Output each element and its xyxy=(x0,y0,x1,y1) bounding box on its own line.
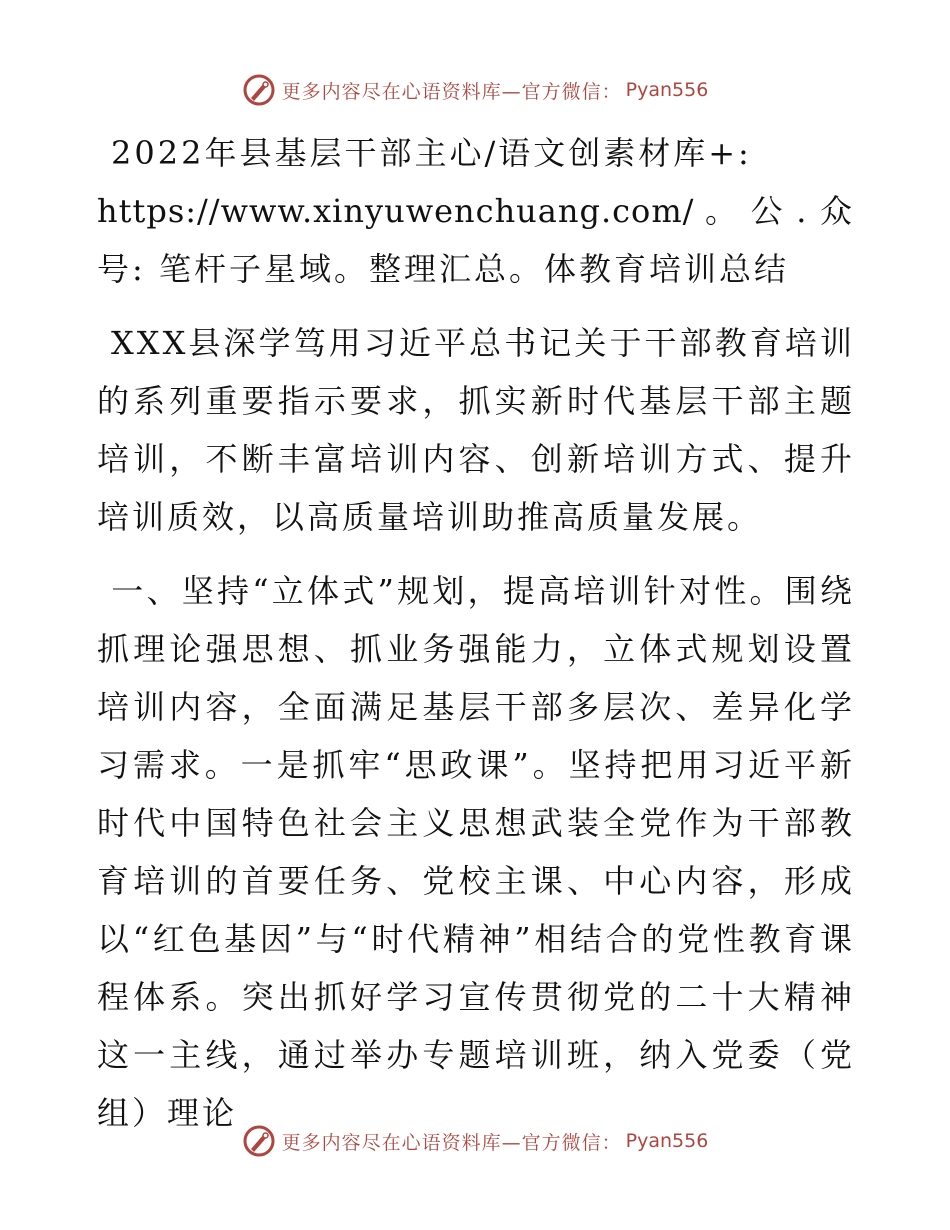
paragraph-section-one xyxy=(97,562,855,1142)
watermark-text: 更多内容尽在心语资料库—官方微信： xyxy=(281,80,622,103)
pen-logo-icon xyxy=(242,73,276,107)
document-body xyxy=(97,124,855,1142)
watermark-footer xyxy=(0,1121,950,1161)
paragraph-title xyxy=(97,124,855,298)
intro-text: XXX县深学笃用习近平总书记关于干部教育培训的系列重要指示要求，抓实新时代基层干部主题培训，不断丰富培训内容、创新培训方式、提升培训质效，以高质量培训助推高质量发展。 xyxy=(97,324,855,536)
watermark-header xyxy=(0,70,950,110)
paragraph-intro xyxy=(97,314,855,546)
watermark-text: 更多内容尽在心语资料库—官方微信： xyxy=(281,1131,622,1154)
watermark-wechat-id: Pyan556 xyxy=(625,79,709,101)
title-text-part1: 2022年县基层干部主心/语文创素材库+: xyxy=(111,134,752,172)
title-text-part2: 。公.众号: 笔杆子星域。整理汇总。体教育培训总结 xyxy=(97,192,855,288)
pen-logo-icon xyxy=(242,1124,276,1158)
source-url: https://www.xinyuwenchuang.com/ xyxy=(97,192,695,230)
section-one-text: 一、坚持“立体式”规划，提高培训针对性。围绕抓理论强思想、抓业务强能力，立体式规划设置培训内容，全面满足基层干部多层次、差异化学习需求。一是抓牢“思政课”。坚持把用习近平新时代中国特色社会主义思想武装全党作为干部教育培训的首要任务、党校主课、中心内容，形成以“红色基因”与“时代精神”相结合的党性教育课程体系。突出抓好学习宣传贯彻党的二十大精神这一主线，通过举办专题培训班，纳入党委（党组）理论 xyxy=(97,572,855,1132)
watermark-wechat-id: Pyan556 xyxy=(625,1130,709,1152)
